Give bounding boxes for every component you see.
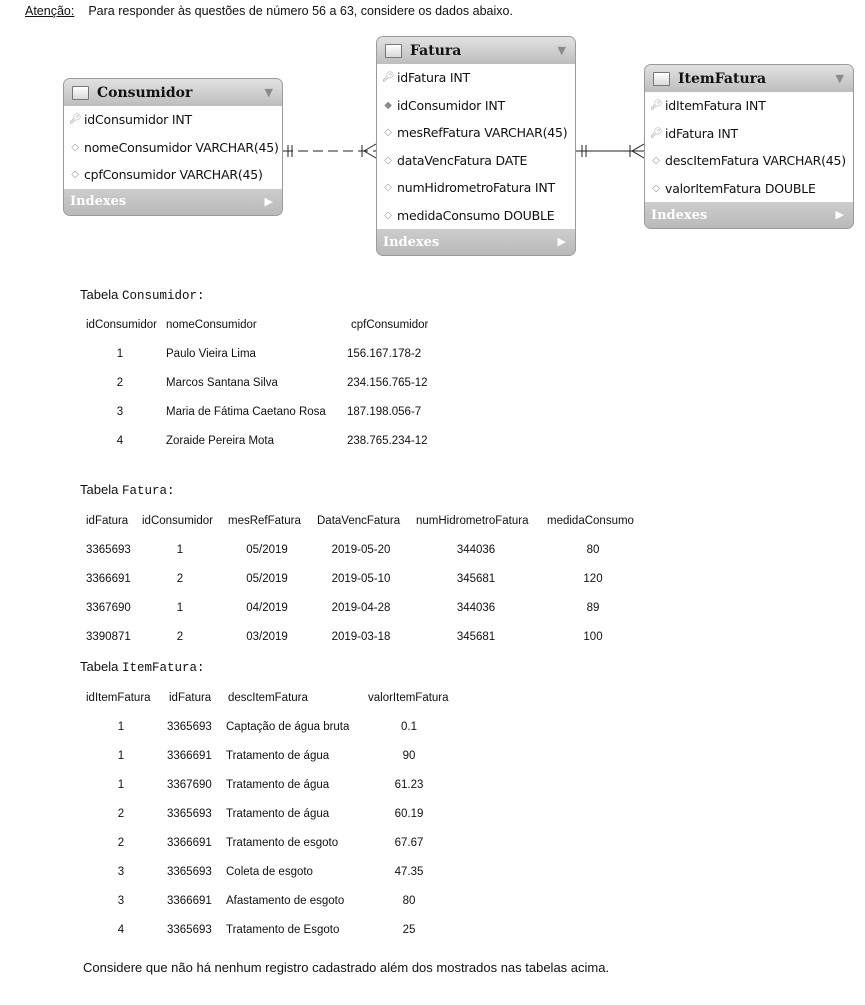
table-cell: 03/2019 — [246, 631, 288, 643]
footer-note: Considere que não há nenhum registro cadastrado além dos mostrados nas tabelas acima. — [83, 960, 610, 975]
entity-itemfatura[interactable] — [644, 64, 854, 229]
column-diamond-icon: ◇ — [384, 154, 392, 166]
table-cell: 120 — [583, 573, 603, 585]
column-label: idConsumidor INT — [84, 112, 192, 128]
collapse-caret-icon[interactable]: ▼ — [264, 86, 273, 99]
table-cell: 80 — [402, 895, 416, 907]
column-header: cpfConsumidor — [351, 319, 429, 331]
primary-key-icon: 🔑︎ — [650, 100, 663, 112]
table-cell: 3365693 — [167, 866, 212, 878]
relation-fatura-itemfatura — [575, 144, 644, 158]
caption-table-name: Consumidor — [121, 289, 197, 303]
column-diamond-icon: ◇ — [652, 182, 660, 194]
primary-key-icon: 🔑︎ — [650, 127, 663, 139]
table-cell: 3365693 — [167, 721, 212, 733]
column-row[interactable] — [377, 119, 575, 147]
indexes-section[interactable] — [645, 202, 853, 228]
table-cell: 3 — [116, 406, 124, 418]
table-cell: 2019-05-10 — [331, 573, 391, 585]
entity-header[interactable] — [64, 79, 282, 106]
table-cell: 2 — [117, 837, 125, 849]
table-cell: 234.156.765-12 — [347, 377, 428, 389]
entity-header[interactable] — [645, 65, 853, 92]
table-cell: Paulo Vieira Lima — [166, 348, 256, 360]
table-cell: 61.23 — [394, 779, 424, 791]
column-label: valorItemFatura DOUBLE — [665, 180, 816, 196]
table-cell: 3366691 — [167, 750, 212, 762]
column-header: nomeConsumidor — [166, 319, 257, 331]
table-cell: Afastamento de esgoto — [226, 895, 345, 907]
entity-header[interactable] — [377, 37, 575, 64]
table-icon — [72, 86, 89, 100]
table-caption-itemfatura — [80, 659, 204, 675]
column-label: mesRefFatura VARCHAR(45) — [397, 125, 568, 141]
table-cell: 1 — [116, 348, 124, 360]
table-cell: 80 — [586, 544, 600, 556]
column-row[interactable] — [645, 175, 853, 203]
table-cell: 2019-05-20 — [331, 544, 391, 556]
attention-label: Atenção: — [25, 4, 75, 18]
entity-title: Fatura — [410, 42, 462, 59]
entity-columns — [377, 64, 575, 229]
indexes-section[interactable] — [64, 189, 282, 215]
column-row[interactable] — [377, 64, 575, 92]
table-cell: 1 — [117, 779, 125, 791]
table-cell: 2019-03-18 — [331, 631, 391, 643]
table-cell: 238.765.234-12 — [347, 435, 428, 447]
table-cell: 100 — [583, 631, 603, 643]
primary-key-icon: 🔑︎ — [382, 72, 395, 84]
table-cell: 1 — [176, 602, 184, 614]
table-cell: 3367690 — [167, 779, 212, 791]
table-cell: 89 — [586, 602, 600, 614]
caption-suffix: : — [196, 289, 205, 303]
table-cell: 1 — [117, 721, 125, 733]
table-cell: 3 — [117, 895, 125, 907]
table-cell: 3366691 — [167, 895, 212, 907]
table-cell: 3366691 — [86, 573, 131, 585]
attention-text: Para responder às questões de número 56 a 63, considere os dados abaixo. — [88, 4, 513, 18]
table-cell: 3365693 — [167, 808, 212, 820]
column-label: numHidrometroFatura INT — [397, 180, 555, 196]
table-cell: Tratamento de esgoto — [226, 837, 339, 849]
table-cell: 345681 — [456, 631, 496, 643]
collapse-caret-icon[interactable]: ▼ — [557, 44, 566, 57]
caption-prefix: Tabela — [80, 287, 119, 302]
indexes-section[interactable] — [377, 229, 575, 255]
column-label: descItemFatura VARCHAR(45) — [665, 153, 846, 169]
table-cell: Tratamento de água — [226, 779, 330, 791]
indexes-label: Indexes — [651, 207, 708, 223]
table-caption-fatura — [80, 482, 174, 498]
entity-columns — [64, 106, 282, 189]
column-header: idItemFatura — [86, 692, 151, 704]
table-cell: Marcos Santana Silva — [166, 377, 278, 389]
table-cell: 67.67 — [394, 837, 424, 849]
table-cell: Captação de água bruta — [226, 721, 350, 733]
table-cell: 345681 — [456, 573, 496, 585]
table-cell: Tratamento de Esgoto — [226, 924, 340, 936]
column-header: idFatura — [86, 515, 129, 527]
table-cell: 25 — [402, 924, 416, 936]
column-header: medidaConsumo — [547, 515, 634, 527]
caption-prefix: Tabela — [80, 659, 119, 674]
table-cell: Coleta de esgoto — [226, 866, 313, 878]
column-row[interactable] — [377, 147, 575, 175]
column-row[interactable] — [645, 120, 853, 148]
table-icon — [385, 44, 402, 58]
column-row[interactable] — [64, 161, 282, 189]
table-cell: 05/2019 — [246, 573, 288, 585]
table-cell: Tratamento de água — [226, 808, 330, 820]
column-header: idConsumidor — [86, 319, 157, 331]
expand-arrow-icon[interactable]: ▶ — [835, 208, 844, 221]
table-cell: 344036 — [456, 544, 496, 556]
expand-arrow-icon[interactable]: ▶ — [557, 235, 566, 248]
table-cell: 3366691 — [167, 837, 212, 849]
table-cell: 3 — [117, 866, 125, 878]
column-diamond-icon: ◇ — [652, 155, 660, 167]
table-cell: 60.19 — [394, 808, 424, 820]
table-cell: 0.1 — [401, 721, 417, 733]
column-header: numHidrometroFatura — [416, 515, 529, 527]
table-cell: Zoraide Pereira Mota — [166, 435, 275, 447]
caption-table-name: ItemFatura — [121, 661, 197, 675]
indexes-label: Indexes — [70, 194, 127, 209]
foreign-key-diamond-icon: ◆ — [384, 99, 392, 111]
column-row[interactable] — [377, 92, 575, 120]
entity-title: Consumidor — [97, 84, 193, 101]
table-cell: 2 — [176, 573, 184, 585]
table-cell: 1 — [117, 750, 125, 762]
table-cell: 90 — [402, 750, 416, 762]
column-row[interactable] — [64, 106, 282, 134]
caption-suffix: : — [196, 661, 205, 675]
indexes-label: Indexes — [383, 234, 440, 250]
column-header: mesRefFatura — [228, 515, 301, 527]
column-row[interactable] — [64, 134, 282, 162]
caption-prefix: Tabela — [80, 482, 119, 497]
column-header: descItemFatura — [228, 692, 308, 704]
column-header: DataVencFatura — [317, 515, 401, 527]
column-header: idConsumidor — [142, 515, 213, 527]
column-diamond-icon: ◇ — [71, 169, 79, 181]
table-cell: 2 — [176, 631, 184, 643]
primary-key-icon: 🔑︎ — [69, 114, 82, 126]
column-label: idConsumidor INT — [397, 97, 505, 113]
caption-suffix: : — [166, 484, 175, 498]
table-cell: 2 — [117, 808, 125, 820]
column-diamond-icon: ◇ — [384, 209, 392, 221]
column-diamond-icon: ◇ — [384, 127, 392, 139]
table-cell: 4 — [117, 924, 125, 936]
table-cell: 05/2019 — [246, 544, 288, 556]
expand-arrow-icon[interactable]: ▶ — [264, 194, 273, 208]
entity-consumidor[interactable] — [63, 78, 283, 216]
table-cell: 1 — [176, 544, 184, 556]
column-label: nomeConsumidor VARCHAR(45) — [84, 139, 279, 155]
column-label: idFatura INT — [665, 125, 738, 141]
column-row[interactable] — [377, 202, 575, 230]
table-cell: 47.35 — [394, 866, 424, 878]
column-header: valorItemFatura — [368, 692, 449, 704]
column-diamond-icon: ◇ — [71, 141, 79, 153]
table-cell: 4 — [116, 435, 124, 447]
entity-columns — [645, 92, 853, 202]
collapse-caret-icon[interactable]: ▼ — [835, 72, 844, 85]
table-cell: 344036 — [456, 602, 496, 614]
table-cell: 187.198.056-7 — [347, 406, 422, 418]
column-label: medidaConsumo DOUBLE — [397, 207, 555, 223]
column-row[interactable] — [377, 174, 575, 202]
entity-title: ItemFatura — [678, 70, 767, 87]
table-cell: 156.167.178-2 — [347, 348, 422, 360]
column-row[interactable] — [645, 92, 853, 120]
table-cell: 3365693 — [167, 924, 212, 936]
column-diamond-icon: ◇ — [384, 182, 392, 194]
column-label: cpfConsumidor VARCHAR(45) — [84, 167, 263, 183]
table-icon — [653, 72, 670, 86]
table-cell: 04/2019 — [246, 602, 288, 614]
table-caption-consumidor — [80, 287, 204, 303]
column-label: idFatura INT — [397, 70, 470, 86]
table-cell: 3365693 — [86, 544, 131, 556]
column-header: idFatura — [169, 692, 212, 704]
table-cell: Maria de Fátima Caetano Rosa — [166, 406, 326, 418]
column-label: idItemFatura INT — [665, 98, 766, 114]
table-cell: Tratamento de água — [226, 750, 330, 762]
table-cell: 2 — [116, 377, 124, 389]
entity-fatura[interactable] — [376, 36, 576, 256]
caption-table-name: Fatura — [121, 484, 167, 498]
column-row[interactable] — [645, 147, 853, 175]
table-cell: 2019-04-28 — [331, 602, 391, 614]
table-cell: 3390871 — [86, 631, 131, 643]
table-cell: 3367690 — [86, 602, 131, 614]
relation-consumidor-fatura — [283, 144, 376, 158]
column-label: dataVencFatura DATE — [397, 152, 528, 168]
